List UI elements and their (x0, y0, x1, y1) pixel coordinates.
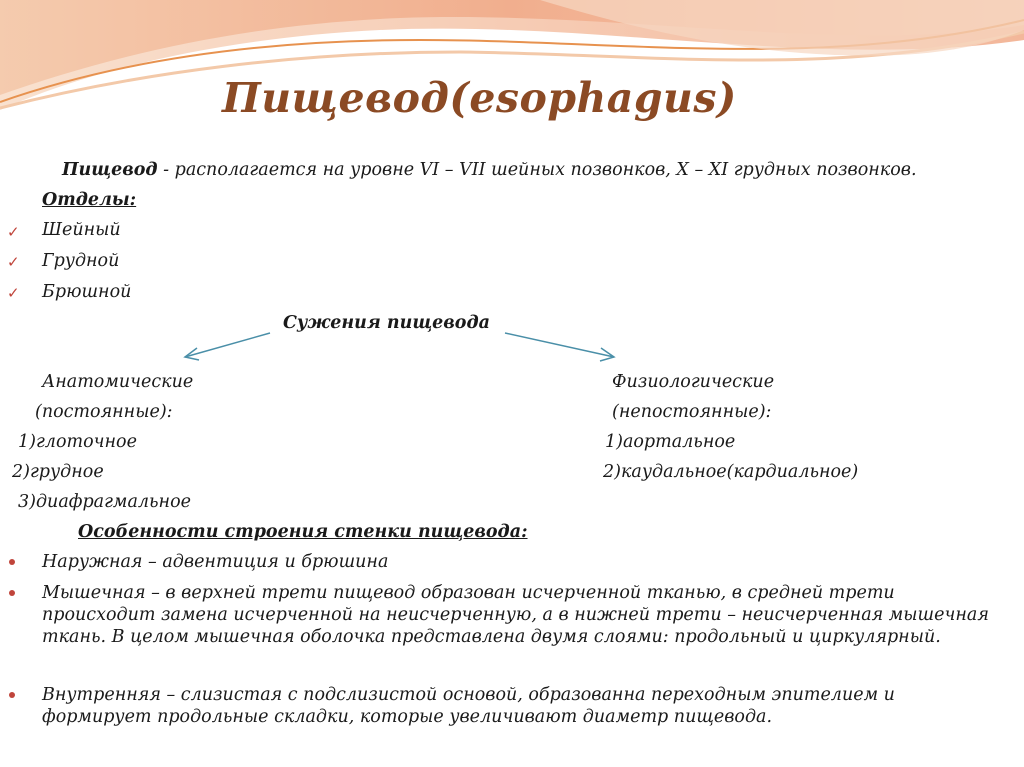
wall-item: Внутренняя – слизистая с подслизистой основой, образованна переходным эпителием и формирует продольные складки, которые увеличивают диаметр пищевода. (42, 685, 895, 727)
anatomical-title: Анатомические (42, 372, 194, 392)
physiological-item: 1)аортальное (605, 432, 736, 452)
check-icon: ✓ (7, 253, 20, 271)
anatomical-item: 3)диафрагмальное (18, 492, 191, 512)
anatomical-item: 2)грудное (12, 462, 104, 482)
check-icon: ✓ (7, 223, 20, 241)
arrowhead-left-icon (185, 348, 199, 360)
physiological-subtitle: (непостоянные): (612, 402, 772, 422)
section-item: Грудной (42, 251, 120, 271)
arrowhead-right-icon (600, 348, 614, 361)
narrowings-heading: Сужения пищевода (283, 313, 490, 333)
section-item: Брюшной (42, 282, 132, 302)
arrow-left-icon (185, 333, 270, 357)
anatomical-item: 1)глоточное (18, 432, 137, 452)
intro-term: Пищевод (62, 160, 158, 180)
dot-icon (9, 559, 15, 565)
page-title: Пищевод(esophagus) (222, 74, 737, 122)
physiological-title: Физиологические (612, 372, 775, 392)
wall-item: Мышечная – в верхней трети пищевод образован исчерченной тканью, в средней трети происходит замена исчерченной на неисчерченную, а в нижней трети – неисчерченная мышечная ткань. В целом мышечная оболочка представлена двумя слоями: продольный и циркулярный. (42, 583, 989, 647)
check-icon: ✓ (7, 284, 20, 302)
sections-heading: Отделы: (42, 190, 137, 210)
intro-text: - располагается на уровне VI – VII шейных позвонков, X – XI грудных позвонков. (157, 160, 917, 180)
arrow-right-icon (505, 333, 614, 357)
dot-icon (9, 590, 15, 596)
intro-line (62, 160, 917, 180)
wall-item: Наружная – адвентиция и брюшина (42, 552, 389, 572)
wall-heading: Особенности строения стенки пищевода: (78, 522, 528, 542)
anatomical-subtitle: (постоянные): (35, 402, 173, 422)
physiological-item: 2)каудальное(кардиальное) (603, 462, 859, 482)
section-item: Шейный (42, 220, 121, 240)
dot-icon (9, 692, 15, 698)
